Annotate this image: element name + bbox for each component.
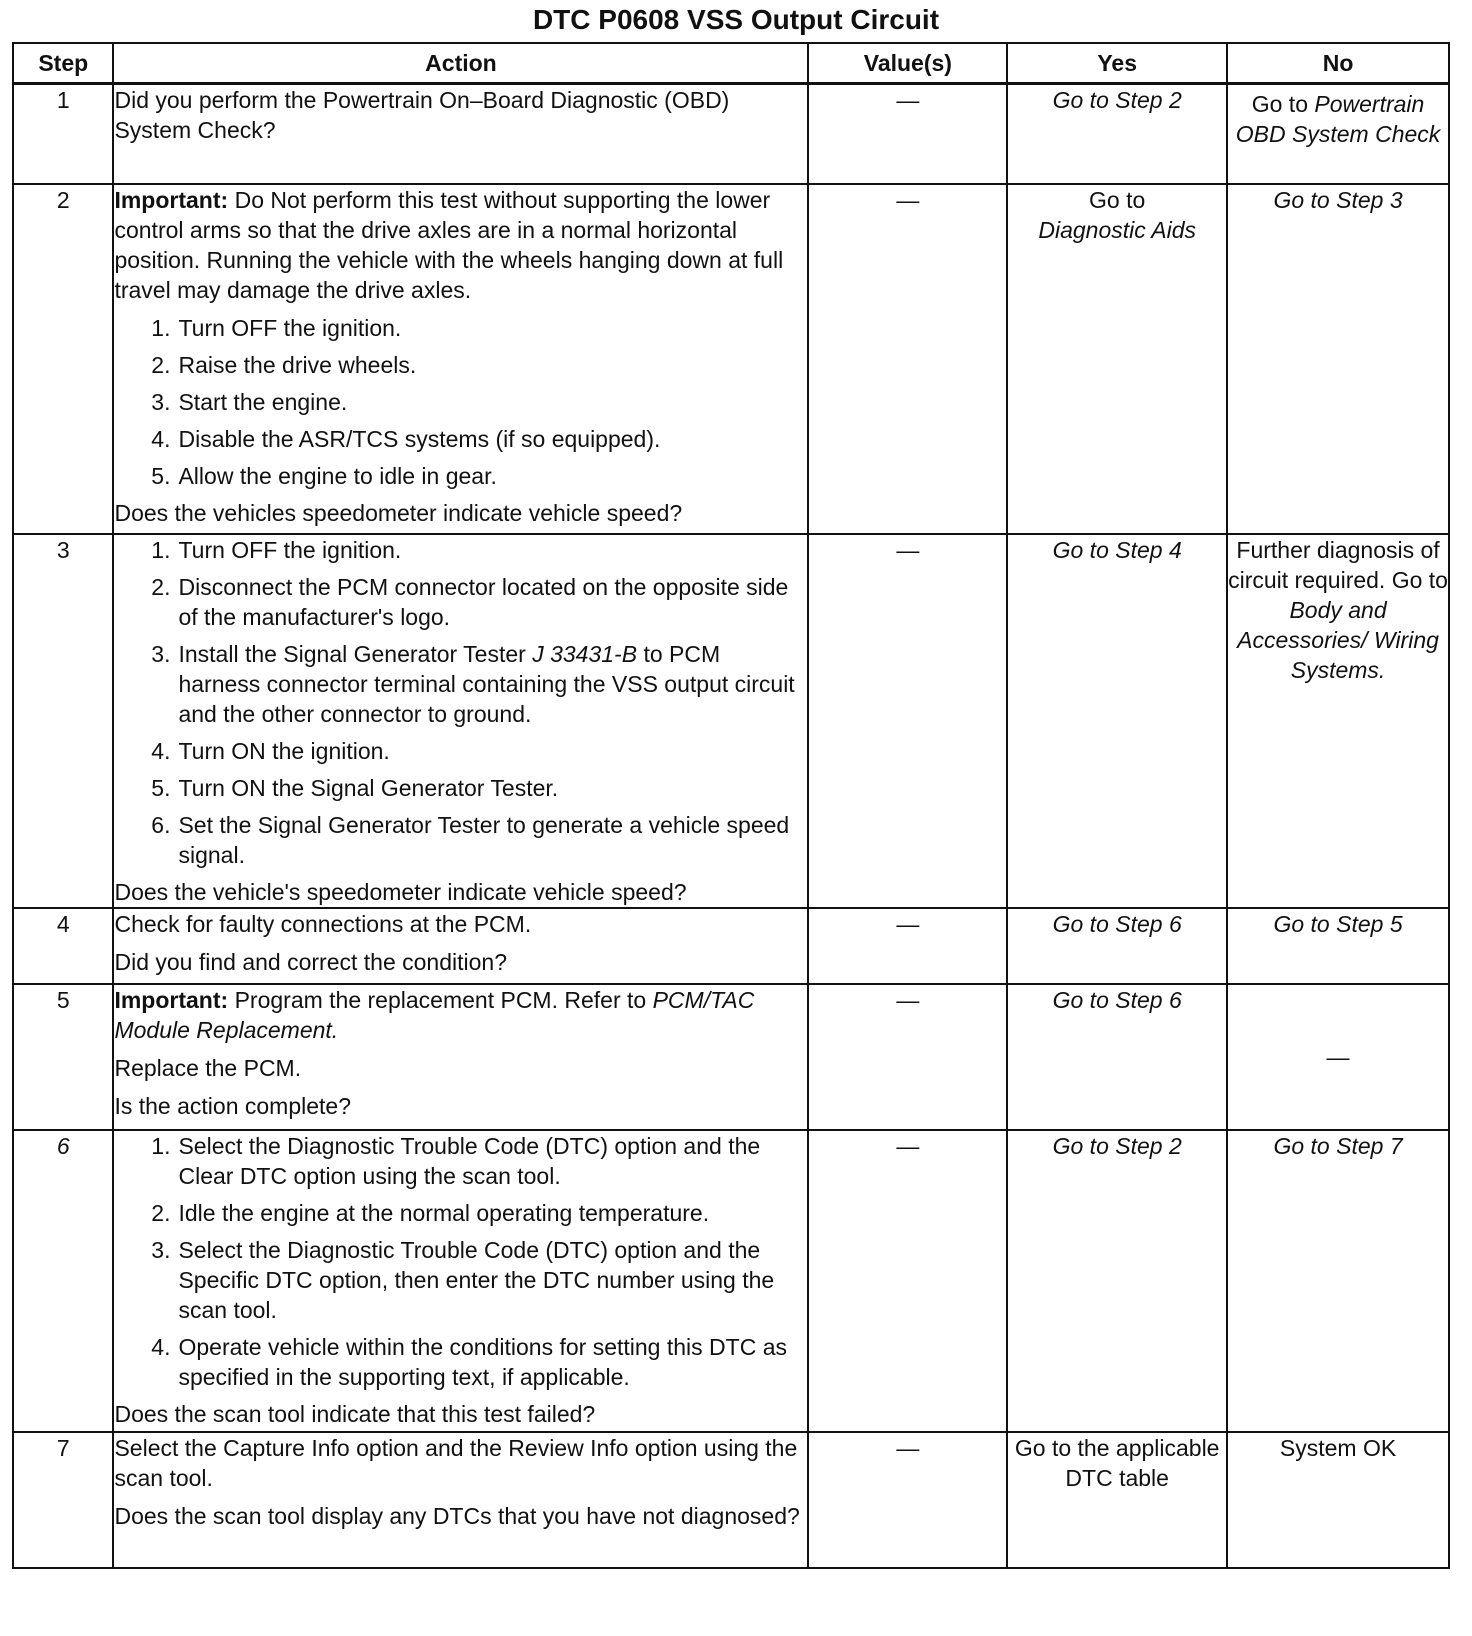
list-item [114,810,807,870]
header-values: Value(s) [808,43,1007,84]
action-text: Select the Capture Info option and the Review Info option using the scan tool. [114,1435,798,1491]
item-text: Allow the engine to idle in gear. [178,463,497,489]
yes-prefix: Go to [1089,187,1146,213]
item-number: 4. [151,426,171,452]
list-item [114,1235,807,1325]
no-link: Powertrain OBD System Check [1235,91,1441,147]
item-text: Raise the drive wheels. [178,352,417,378]
step-number: 2 [13,184,113,534]
value-cell: — [808,84,1007,185]
item-number: 5. [151,775,171,801]
action-cell [113,534,808,908]
value-cell: — [808,184,1007,534]
action-question: Does the vehicles speedometer indicate vehicle speed? [114,500,683,526]
yes-cell: Go to Step 6 [1007,984,1227,1130]
yes-link: Diagnostic Aids [1038,217,1197,243]
list-item [114,1198,807,1228]
no-cell: Go to Step 7 [1227,1130,1449,1432]
no-cell: System OK [1227,1432,1449,1568]
no-prefix: Go to [1391,567,1448,593]
item-number: 3. [151,641,171,667]
no-cell: Go to Step 3 [1227,184,1449,534]
list-item [114,773,807,803]
item-text: Select the Diagnostic Trouble Code (DTC) option and the Clear DTC option using the scan tool. [178,1133,761,1189]
important-text: Program the replacement PCM. Refer to [234,987,647,1013]
procedure-list [114,313,807,491]
item-text: Turn OFF the ignition. [178,537,402,563]
important-note [114,185,807,305]
step-number: 6 [13,1130,113,1432]
item-number: 3. [151,389,171,415]
no-cell [1227,534,1449,908]
yes-cell: Go to Step 2 [1007,84,1227,185]
list-item [114,535,807,565]
item-text-before: Install the Signal Generator Tester [178,641,526,667]
yes-cell: Go to Step 6 [1007,908,1227,984]
header-no: No [1227,43,1449,84]
action-question: Is the action complete? [114,1093,351,1119]
procedure-list [114,535,807,870]
item-text: Start the engine. [178,389,348,415]
item-text: Idle the engine at the normal operating temperature. [178,1200,710,1226]
action-cell [113,1130,808,1432]
item-number: 1. [151,537,171,563]
list-item [114,461,807,491]
item-number: 2. [151,574,171,600]
table-row [13,1432,1449,1568]
step-number: 1 [13,84,113,185]
step-number: 5 [13,984,113,1130]
action-question: Did you find and correct the condition? [114,949,507,975]
action-question: Did you perform the Powertrain On–Board Diagnostic (OBD) System Check? [114,87,730,143]
table-row [13,1130,1449,1432]
list-item [114,572,807,632]
yes-cell: Go to Step 2 [1007,1130,1227,1432]
no-cell: — [1227,984,1449,1130]
item-number: 2. [151,352,171,378]
no-cell: Go to Step 5 [1227,908,1449,984]
yes-cell: Go to Step 4 [1007,534,1227,908]
important-label: Important: [114,187,229,213]
item-number: 1. [151,315,171,341]
item-text: Turn ON the Signal Generator Tester. [178,775,559,801]
list-item [114,313,807,343]
important-link: PCM/TAC Module Replacement. [114,987,755,1043]
table-header-row [13,43,1449,84]
list-item [114,1131,807,1191]
item-text: Disable the ASR/TCS systems (if so equipped). [178,426,661,452]
item-number: 3. [151,1237,171,1263]
value-cell: — [808,1130,1007,1432]
procedure-list [114,1131,807,1392]
value-cell: — [808,1432,1007,1568]
table-row [13,908,1449,984]
action-text: Replace the PCM. [114,1055,302,1081]
value-cell: — [808,534,1007,908]
list-item [114,639,807,729]
action-cell [113,184,808,534]
value-cell: — [808,908,1007,984]
action-cell [113,1432,808,1568]
step-number: 4 [13,908,113,984]
item-number: 4. [151,738,171,764]
no-link: Body and Accessories/ Wiring Systems. [1237,597,1439,683]
list-item [114,1332,807,1392]
item-number: 6. [151,812,171,838]
header-step: Step [13,43,113,84]
table-row [13,184,1449,534]
header-action: Action [113,43,808,84]
important-label: Important: [114,987,229,1013]
item-number: 5. [151,463,171,489]
table-row [13,984,1449,1130]
item-number: 4. [151,1334,171,1360]
no-cell [1227,84,1449,185]
action-question: Does the vehicle's speedometer indicate vehicle speed? [114,879,687,905]
item-text: Turn ON the ignition. [178,738,390,764]
item-text: Set the Signal Generator Tester to generate a vehicle speed signal. [178,812,790,868]
step-number: 7 [13,1432,113,1568]
table-row [13,534,1449,908]
list-item [114,350,807,380]
item-text-after: to PCM harness connector terminal containing the VSS output circuit and the other connector to ground. [178,641,795,727]
yes-cell [1007,184,1227,534]
list-item [114,387,807,417]
item-text: Turn OFF the ignition. [178,315,402,341]
no-text: Further diagnosis of circuit required. [1228,537,1440,593]
header-yes: Yes [1007,43,1227,84]
tool-number: J 33431-B [532,641,638,667]
item-number: 2. [151,1200,171,1226]
action-cell [113,84,808,185]
item-text: Select the Diagnostic Trouble Code (DTC) option and the Specific DTC option, then enter the DTC number using the scan tool. [178,1237,775,1323]
item-text: Operate vehicle within the conditions for setting this DTC as specified in the supporting text, if applicable. [178,1334,787,1390]
action-question: Does the scan tool display any DTCs that you have not diagnosed? [114,1503,800,1529]
page-title: DTC P0608 VSS Output Circuit [532,4,940,35]
action-question: Does the scan tool indicate that this test failed? [114,1401,596,1427]
list-item [114,736,807,766]
diagnostic-table [12,42,1450,1569]
item-text: Disconnect the PCM connector located on the opposite side of the manufacturer's logo. [178,574,789,630]
step-number: 3 [13,534,113,908]
table-row [13,84,1449,185]
action-text: Check for faulty connections at the PCM. [114,911,532,937]
yes-cell: Go to the applicable DTC table [1007,1432,1227,1568]
action-cell [113,984,808,1130]
item-number: 1. [151,1133,171,1159]
value-cell: — [808,984,1007,1130]
important-note [114,985,807,1045]
no-prefix: Go to [1251,91,1308,117]
action-cell [113,908,808,984]
list-item [114,424,807,454]
important-text: Do Not perform this test without supporting the lower control arms so that the drive axles are in a normal horizontal position. Running the vehicle with the wheels hanging down at full travel may damage the drive axles. [114,187,784,303]
